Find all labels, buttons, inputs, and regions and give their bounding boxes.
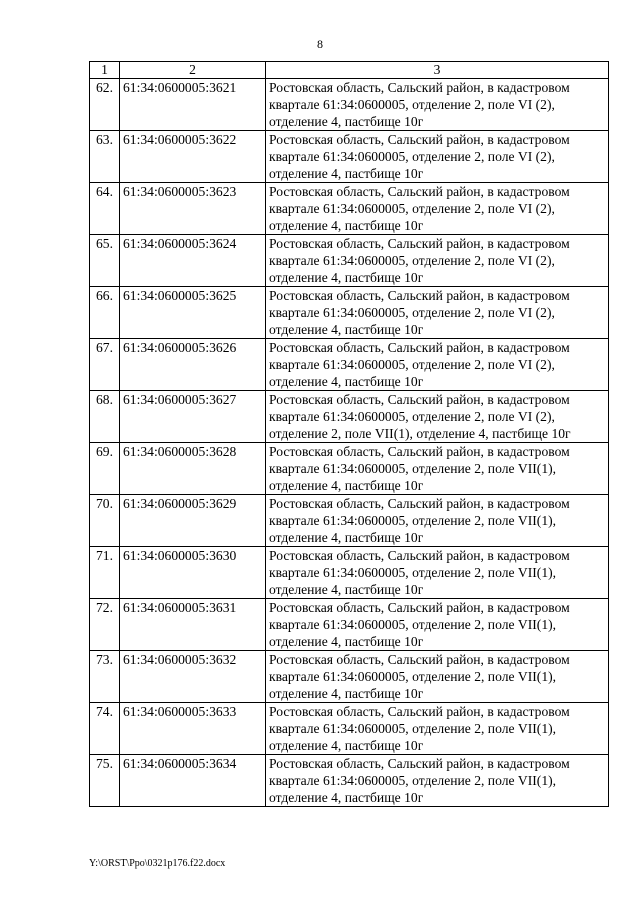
plot-address: Ростовская область, Сальский район, в кадастровом квартале 61:34:0600005, отделение 2, поле VII(1), отделение 4, пастбище 10г [266, 703, 609, 755]
plot-address: Ростовская область, Сальский район, в кадастровом квартале 61:34:0600005, отделение 2, поле VI (2), отделение 4, пастбище 10г [266, 235, 609, 287]
row-number: 70. [90, 495, 120, 547]
plot-address: Ростовская область, Сальский район, в кадастровом квартале 61:34:0600005, отделение 2, поле VI (2), отделение 4, пастбище 10г [266, 79, 609, 131]
table-row [90, 703, 609, 755]
cadastral-number: 61:34:0600005:3631 [120, 599, 266, 651]
row-number: 67. [90, 339, 120, 391]
cadastral-number: 61:34:0600005:3629 [120, 495, 266, 547]
plot-address: Ростовская область, Сальский район, в кадастровом квартале 61:34:0600005, отделение 2, поле VI (2), отделение 4, пастбище 10г [266, 183, 609, 235]
table-row [90, 235, 609, 287]
plot-address: Ростовская область, Сальский район, в кадастровом квартале 61:34:0600005, отделение 2, поле VI (2), отделение 4, пастбище 10г [266, 339, 609, 391]
table-row [90, 391, 609, 443]
row-number: 74. [90, 703, 120, 755]
table-row [90, 183, 609, 235]
table-row [90, 755, 609, 807]
row-number: 72. [90, 599, 120, 651]
table-row [90, 79, 609, 131]
table-row [90, 547, 609, 599]
column-header-address: 3 [266, 62, 609, 79]
cadastral-number: 61:34:0600005:3623 [120, 183, 266, 235]
table-row [90, 599, 609, 651]
cadastral-number: 61:34:0600005:3634 [120, 755, 266, 807]
cadastral-number: 61:34:0600005:3633 [120, 703, 266, 755]
plot-address: Ростовская область, Сальский район, в кадастровом квартале 61:34:0600005, отделение 2, поле VII(1), отделение 4, пастбище 10г [266, 495, 609, 547]
plot-address: Ростовская область, Сальский район, в кадастровом квартале 61:34:0600005, отделение 2, поле VII(1), отделение 4, пастбище 10г [266, 651, 609, 703]
table-row [90, 339, 609, 391]
cadastral-number: 61:34:0600005:3622 [120, 131, 266, 183]
plot-address: Ростовская область, Сальский район, в кадастровом квартале 61:34:0600005, отделение 2, поле VI (2), отделение 4, пастбище 10г [266, 287, 609, 339]
table-row [90, 287, 609, 339]
row-number: 63. [90, 131, 120, 183]
table-row [90, 651, 609, 703]
cadastral-number: 61:34:0600005:3630 [120, 547, 266, 599]
column-header-cadastral: 2 [120, 62, 266, 79]
footer-file-path: Y:\ORST\Ppo\0321p176.f22.docx [89, 858, 226, 869]
cadastral-number: 61:34:0600005:3627 [120, 391, 266, 443]
row-number: 66. [90, 287, 120, 339]
land-plot-table [89, 61, 609, 807]
row-number: 64. [90, 183, 120, 235]
plot-address: Ростовская область, Сальский район, в кадастровом квартале 61:34:0600005, отделение 2, поле VII(1), отделение 4, пастбище 10г [266, 599, 609, 651]
table-row [90, 495, 609, 547]
cadastral-number: 61:34:0600005:3625 [120, 287, 266, 339]
cadastral-number: 61:34:0600005:3624 [120, 235, 266, 287]
row-number: 75. [90, 755, 120, 807]
plot-address: Ростовская область, Сальский район, в кадастровом квартале 61:34:0600005, отделение 2, поле VII(1), отделение 4, пастбище 10г [266, 443, 609, 495]
cadastral-number: 61:34:0600005:3632 [120, 651, 266, 703]
plot-address: Ростовская область, Сальский район, в кадастровом квартале 61:34:0600005, отделение 2, поле VI (2), отделение 4, пастбище 10г [266, 131, 609, 183]
plot-address: Ростовская область, Сальский район, в кадастровом квартале 61:34:0600005, отделение 2, поле VII(1), отделение 4, пастбище 10г [266, 755, 609, 807]
cadastral-number: 61:34:0600005:3621 [120, 79, 266, 131]
row-number: 65. [90, 235, 120, 287]
page-number: 8 [317, 37, 323, 51]
row-number: 71. [90, 547, 120, 599]
table-row [90, 443, 609, 495]
plot-address: Ростовская область, Сальский район, в кадастровом квартале 61:34:0600005, отделение 2, поле VII(1), отделение 4, пастбище 10г [266, 547, 609, 599]
row-number: 62. [90, 79, 120, 131]
cadastral-number: 61:34:0600005:3628 [120, 443, 266, 495]
plot-address: Ростовская область, Сальский район, в кадастровом квартале 61:34:0600005, отделение 2, поле VI (2), отделение 2, поле VII(1), отделение 4, пастбище 10г [266, 391, 609, 443]
column-header-number: 1 [90, 62, 120, 79]
row-number: 73. [90, 651, 120, 703]
table-body [90, 79, 609, 807]
table-row [90, 131, 609, 183]
row-number: 68. [90, 391, 120, 443]
row-number: 69. [90, 443, 120, 495]
cadastral-number: 61:34:0600005:3626 [120, 339, 266, 391]
table-header-row [90, 62, 609, 79]
